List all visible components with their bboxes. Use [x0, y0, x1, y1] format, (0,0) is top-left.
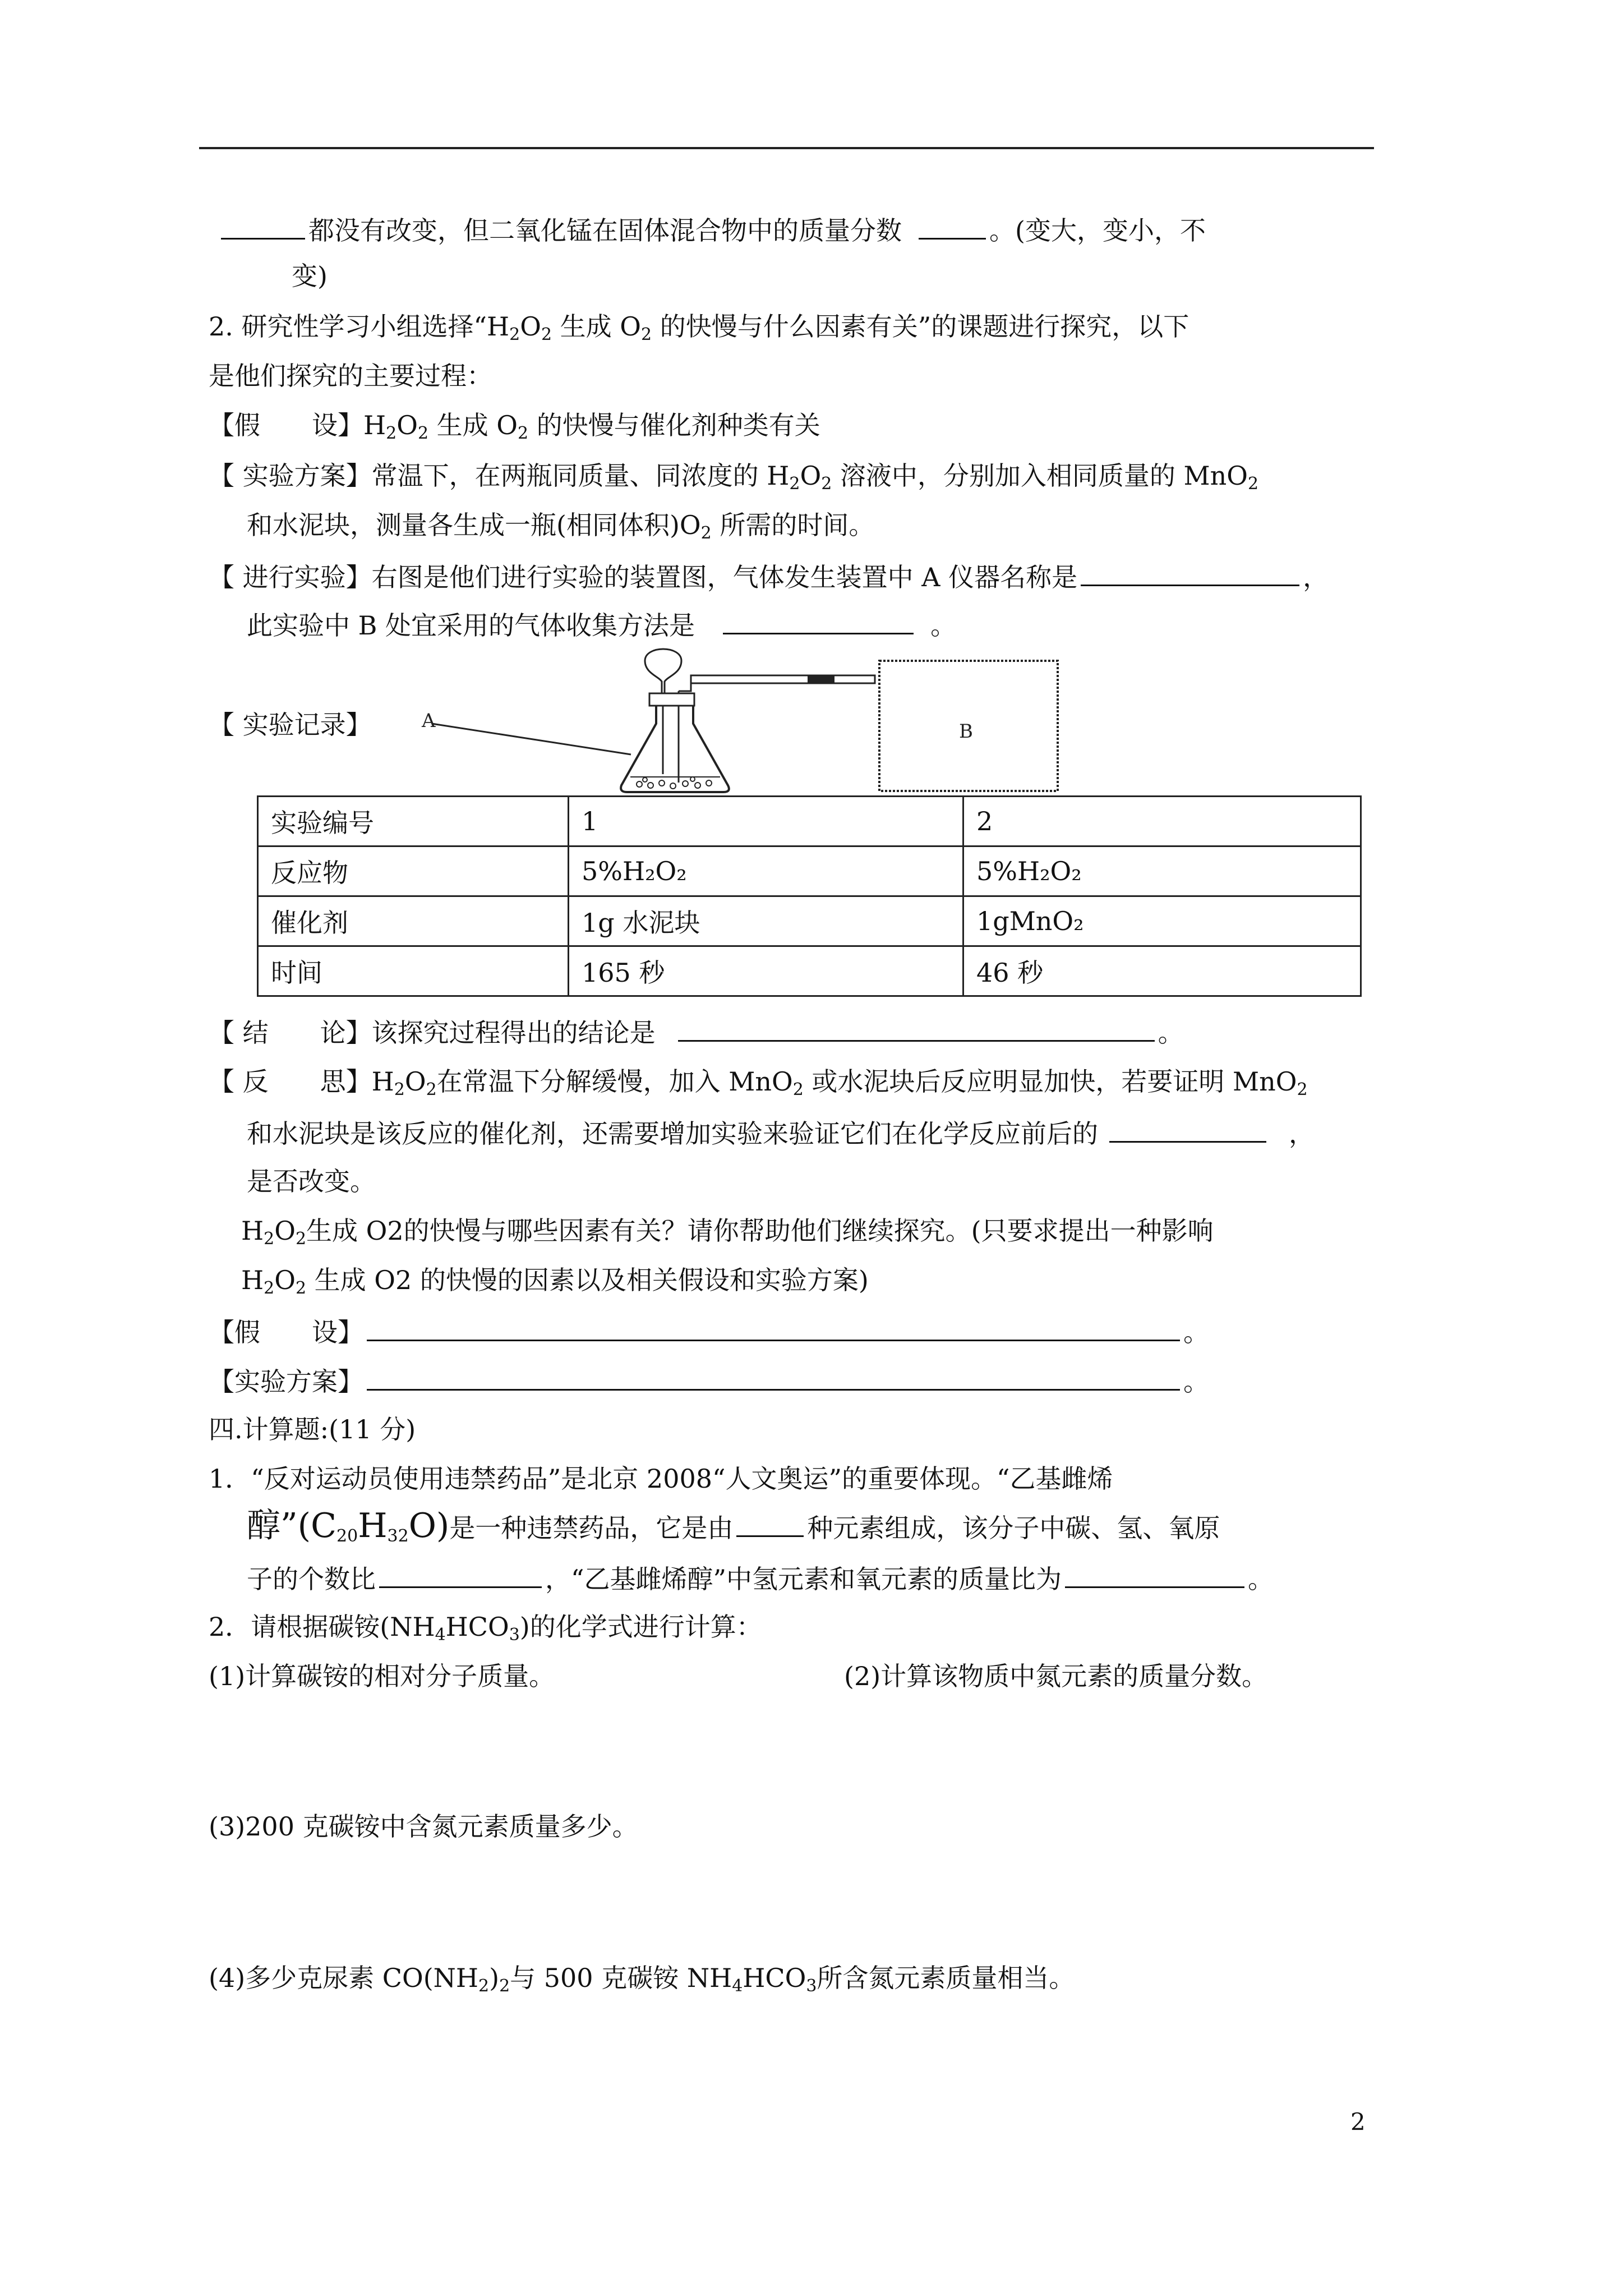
stopper: [649, 693, 694, 706]
text-line: (4)多少克尿素 $CO(NH_2)_2$与 500 克碳铵 $NH_4HCO_3$所含氮元素质量相当。: [209, 1963, 1075, 1996]
text-line: 是他们探究的主要过程：: [209, 361, 492, 391]
funnel: [645, 649, 681, 694]
text-line: 变): [292, 261, 328, 291]
rubber-connector: [808, 675, 834, 684]
text-line: 和水泥块是该反应的催化剂，还需要增加实验来验证它们在化学反应前后的 ，: [247, 1115, 1315, 1151]
answer-blank[interactable]: [678, 1014, 1155, 1042]
text-line: 子的个数比 ，“乙基雌烯醇”中氢元素和氧元素的质量比为 。: [247, 1561, 1274, 1596]
delivery-tube: [691, 675, 875, 683]
text-line: 此实验中 B 处宜采用的气体收集方法是 。: [247, 607, 956, 642]
text-line: $H_2O_2$生成 O2的快慢与哪些因素有关？请你帮助他们继续探究。(只要求提出一种影响: [241, 1216, 1214, 1249]
page-number: 2: [1350, 2108, 1366, 2136]
experiment-record-table: [257, 795, 1362, 997]
table-row: 反应物 5%H₂O₂ 5%H₂O₂: [258, 846, 1361, 896]
table-row: 催化剂 1g 水泥块 1gMnO₂: [258, 896, 1361, 946]
text-line: $H_2O_2$ 生成 O2 的快慢的因素以及相关假设和实验方案): [241, 1265, 869, 1298]
text-line: 【 结 论】该探究过程得出的结论是 。: [209, 1014, 1184, 1050]
section-title: 四.计算题:(11 分): [209, 1414, 416, 1444]
label-b: B: [959, 720, 973, 743]
answer-blank[interactable]: [1065, 1561, 1244, 1588]
text-line: 【实验方案】 。: [209, 1363, 1209, 1398]
text-line: 【 实验方案】常温下，在两瓶同质量、同浓度的 $H_2O_2$ 溶液中，分别加入相同质量的 MnO$_2$: [209, 461, 1259, 494]
answer-blank[interactable]: [367, 1314, 1180, 1341]
conical-flask: [621, 706, 729, 792]
text-line: 【假 设】 。: [209, 1314, 1209, 1349]
apparatus-diagram: [0, 0, 1623, 797]
label-a: A: [422, 710, 436, 732]
text-line: 【 反 思】$H_2O_2$在常温下分解缓慢，加入 MnO$_2$ 或水泥块后反应明显加快，若要证明 MnO$_2$: [209, 1066, 1308, 1099]
text-line: 是否改变。: [247, 1166, 376, 1197]
text-line: 2. 研究性学习小组选择“$H_2O_2$ 生成 $O_2$ 的快慢与什么因素有关”的课题进行探究，以下: [209, 311, 1189, 344]
table-row: 实验编号 1 2: [258, 797, 1361, 846]
text-line: 【 实验记录】: [209, 710, 372, 740]
text-line: (2)计算该物质中氮元素的质量分数。: [844, 1661, 1268, 1691]
answer-blank[interactable]: [379, 1561, 542, 1588]
text-line: 醇$”(C_{20}H_{32}O)$是一种违禁药品，它是由 种元素组成，该分子中碳、氢、氧原: [247, 1506, 1220, 1546]
text-line: 【 进行实验】右图是他们进行实验的装置图，气体发生装置中 A 仪器名称是 ，: [209, 559, 1329, 594]
answer-blank[interactable]: [367, 1363, 1180, 1391]
text-line: (3)200 克碳铵中含氮元素质量多少。: [209, 1811, 638, 1842]
table-row: 时间 165 秒 46 秒: [258, 946, 1361, 996]
text-line: 1．“反对运动员使用违禁药品”是北京 2008“人文奥运”的重要体现。“乙基雌烯: [209, 1464, 1113, 1494]
text-line: (1)计算碳铵的相对分子质量。: [209, 1661, 555, 1691]
text-line: 【假 设】$H_2O_2$ 生成 $O_2$ 的快慢与催化剂种类有关: [209, 410, 820, 443]
text-line: 都没有改变，但二氧化锰在固体混合物中的质量分数 。(变大，变小，不: [218, 212, 1206, 247]
text-line: 和水泥块，测量各生成一瓶(相同体积)$O_2$ 所需的时间。: [247, 510, 875, 543]
answer-blank[interactable]: [1109, 1115, 1266, 1143]
text-line: 2．请根据碳铵$(NH_4HCO_3)$的化学式进行计算：: [209, 1612, 762, 1645]
answer-blank[interactable]: [736, 1510, 804, 1537]
pointer-line: [432, 724, 631, 754]
